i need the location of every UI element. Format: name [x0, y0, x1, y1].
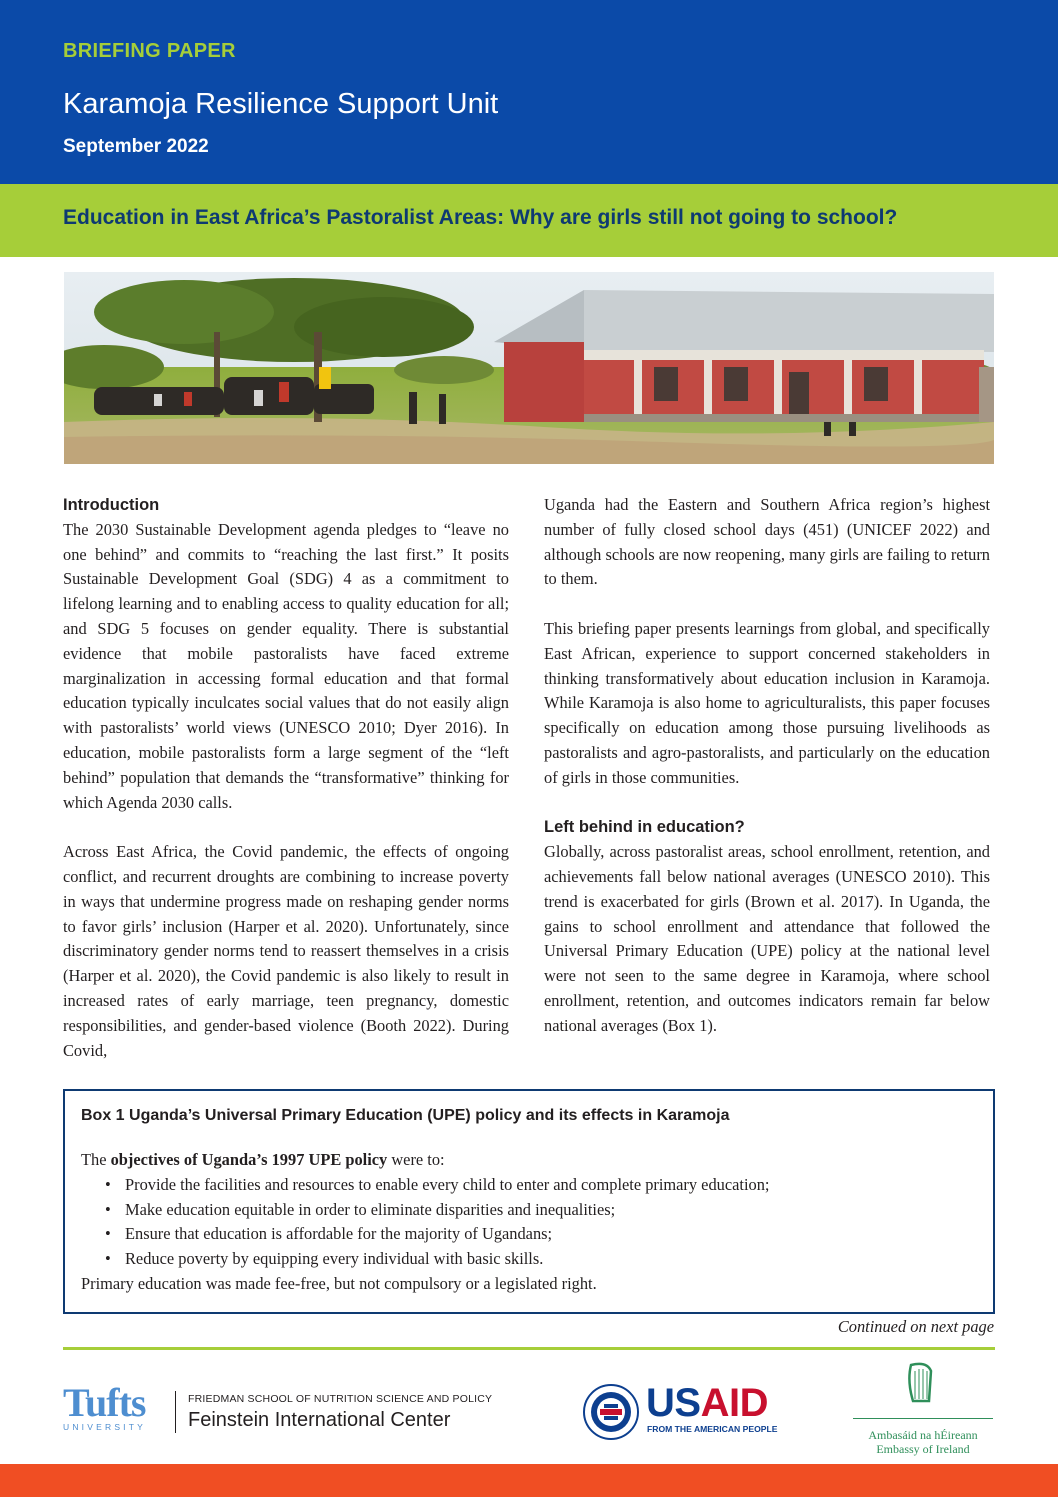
embassy-english-label: Embassy of Ireland	[876, 1442, 970, 1456]
embassy-irish-label: Ambasáid na hÉireann	[868, 1428, 978, 1442]
bullet-icon: •	[105, 1224, 111, 1244]
list-item-text: Reduce poverty by equipping every individual with basic skills.	[125, 1249, 544, 1269]
unit-title: Karamoja Resilience Support Unit	[63, 88, 499, 120]
logo-divider	[175, 1391, 176, 1433]
right-column	[544, 493, 990, 1039]
footer-bar	[0, 1464, 1058, 1497]
friedman-school-label: FRIEDMAN SCHOOL OF NUTRITION SCIENCE AND POLICY	[188, 1393, 493, 1405]
continued-note: Continued on next page	[837, 1317, 994, 1336]
box-note: Primary education was made fee-free, but not compulsory or a legislated right.	[81, 1273, 597, 1293]
section-heading-introduction: Introduction	[63, 496, 160, 514]
objectives-list	[105, 1173, 977, 1272]
harp-icon	[905, 1361, 935, 1405]
list-item-text: Provide the facilities and resources to enable every child to enter and complete primary education;	[125, 1174, 770, 1194]
embassy-divider	[853, 1418, 993, 1419]
list-item	[105, 1173, 977, 1198]
paragraph: Globally, across pastoralist areas, school enrollment, retention, and achievements fall below national averages (UNESCO 2010). This trend is exacerbated for girls (Brown et al. 2017). In Uganda, the gains to school enrollment and attendance that followed the Universal Primary Education (UPE) policy at the national level were not seen to the same degree in Karamoja, where school enrollment, retention, and outcomes indicators remain far below national averages (Box 1).	[544, 842, 990, 1035]
box-title: Box 1 Uganda’s Universal Primary Education (UPE) policy and its effects in Karamoja	[81, 1107, 730, 1124]
school-photo	[64, 272, 994, 464]
box-intro-suffix: were to:	[387, 1150, 445, 1169]
footer-divider	[63, 1347, 995, 1350]
usaid-wordmark	[646, 1383, 768, 1423]
paragraph: Uganda had the Eastern and Southern Africa region’s highest number of fully closed school days (451) (UNICEF 2022) and although schools are now reopening, many girls are failing to return to them.	[544, 495, 990, 589]
usaid-us: US	[646, 1381, 701, 1425]
box-1-upe-policy	[63, 1089, 995, 1314]
list-item	[105, 1247, 977, 1272]
usaid-seal-icon	[583, 1384, 639, 1440]
box-intro-prefix: The	[81, 1150, 111, 1169]
bullet-icon: •	[105, 1249, 111, 1269]
paper-title: Education in East Africa’s Pastoralist Areas: Why are girls still not going to school?	[63, 206, 898, 229]
document-kicker: BRIEFING PAPER	[63, 40, 236, 62]
list-item-text: Ensure that education is affordable for the majority of Ugandans;	[125, 1224, 553, 1244]
feinstein-center-label: Feinstein International Center	[188, 1409, 451, 1431]
list-item	[105, 1222, 977, 1247]
tufts-wordmark: Tufts	[63, 1380, 146, 1425]
paragraph: Across East Africa, the Covid pandemic, the effects of ongoing conflict, and recurrent droughts are combining to increase poverty in ways that undermine progress made on reshaping gender norms to favor girls’ inclusion (Harper et al. 2020). Unfortunately, since discriminatory gender norms tend to reassert themselves in a crisis (Harper et al. 2020), the Covid pandemic is also likely to result in increased rates of early marriage, teen pregnancy, domestic responsibilities, and gender-based violence (Booth 2022). During Covid,	[63, 842, 509, 1060]
usaid-tagline: FROM THE AMERICAN PEOPLE	[647, 1424, 778, 1434]
box-intro	[81, 1148, 977, 1173]
section-heading-left-behind: Left behind in education?	[544, 818, 745, 837]
box-intro-bold: objectives of Uganda’s 1997 UPE policy	[110, 1150, 388, 1169]
list-item	[105, 1198, 977, 1223]
list-item-text: Make education equitable in order to eliminate disparities and inequalities;	[125, 1199, 616, 1219]
usaid-aid: AID	[700, 1381, 768, 1425]
tufts-logo	[63, 1380, 163, 1433]
publication-date: September 2022	[63, 136, 209, 157]
bullet-icon: •	[105, 1174, 111, 1194]
header-banner	[0, 0, 1058, 184]
paragraph: This briefing paper presents learnings from global, and specifically East African, experience to support concerned stakeholders in thinking transformatively about education inclusion in Karamoja. While Karamoja is also home to agriculturalists, this paper focuses specifically on education among those pursuing livelihoods as pastoralists and agro-pastoralists, and particularly on the education of girls in those communities.	[544, 618, 990, 787]
left-column	[63, 493, 509, 1063]
bullet-icon: •	[105, 1199, 111, 1219]
tufts-university-label: UNIVERSITY	[63, 1422, 147, 1432]
title-band	[0, 184, 1058, 257]
paragraph: The 2030 Sustainable Development agenda pledges to “leave no one behind” and commits to “reaching the last first.” It posits Sustainable Development Goal (SDG) 4 as a commitment to lifelong learning and to enabling access to quality education for all; and SDG 5 focuses on gender equality. There is substantial evidence that mobile pastoralists have faced extreme marginalization in accessing formal education and that formal education typically inculcates social values that do not easily align with pastoralists’ world views (UNESCO 2010; Dyer 2016). In education, mobile pastoralists form a large segment of the “left behind” population that demands the “transformative” thinking for which Agenda 2030 calls.	[63, 519, 509, 812]
